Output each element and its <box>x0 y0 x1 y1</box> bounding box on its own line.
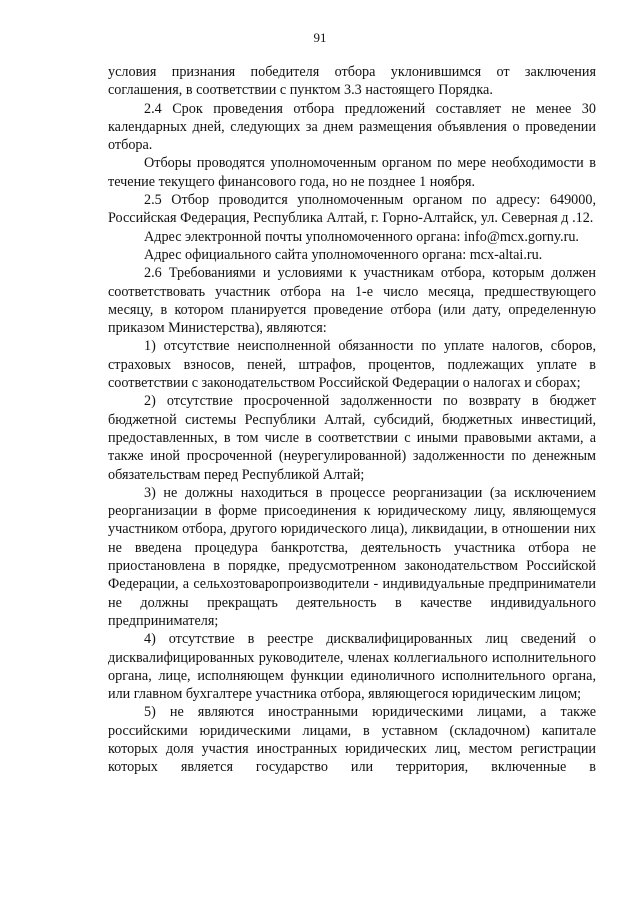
paragraph: 2.5 Отбор проводится уполномоченным органом по адресу: 649000, Российская Федерация, Республика Алтай, г. Горно-Алтайск, ул. Северная д .12. <box>108 192 596 227</box>
document-body <box>108 63 596 777</box>
paragraph: Отборы проводятся уполномоченным органом по мере необходимости в течение текущего финансового года, но не позднее 1 ноября. <box>108 155 596 190</box>
paragraph: 4) отсутствие в реестре дисквалифицированных лиц сведений о дисквалифицированных руководителе, членах коллегиального исполнительного органа, лице, исполняющем функции единоличного исполнительного органа, или главном бухгалтере участника отбора, являющегося юридическим лицом; <box>108 631 596 703</box>
paragraph: 2.6 Требованиями и условиями к участникам отбора, которым должен соответствовать участник отбора на 1-е число месяца, предшествующего месяцу, в котором планируется проведение отбора (или дату, определенную приказом Министерства), являются: <box>108 265 596 337</box>
paragraph: условия признания победителя отбора уклонившимся от заключения соглашения, в соответствии с пунктом 3.3 настоящего Порядка. <box>108 64 596 99</box>
paragraph: 5) не являются иностранными юридическими лицами, а также российскими юридическими лицами, в уставном (складочном) капитале которых доля участия иностранных юридических лиц, местом регистрации которых является государство или территория, включенные в <box>108 704 596 776</box>
paragraph: Адрес официального сайта уполномоченного органа: mcx-altai.ru. <box>144 246 543 263</box>
paragraph: Адрес электронной почты уполномоченного органа: info@mcx.gorny.ru. <box>144 228 579 245</box>
paragraph: 2.4 Срок проведения отбора предложений составляет не менее 30 календарных дней, следующих за днем размещения объявления о проведении отбора. <box>108 100 596 154</box>
paragraph: 1) отсутствие неисполненной обязанности по уплате налогов, сборов, страховых взносов, пеней, штрафов, процентов, подлежащих уплате в соответствии с законодательством Российской Федерации о налогах и сборах; <box>108 338 596 392</box>
page-number: 91 <box>313 30 327 45</box>
paragraph: 2) отсутствие просроченной задолженности по возврату в бюджет бюджетной системы Республики Алтай, субсидий, бюджетных инвестиций, предоставленных, в том числе в соответствии с иными правовыми актами, а также иной просроченной (неурегулированной) задолженности по денежным обязательствам перед Республикой Алтай; <box>108 393 596 483</box>
paragraph: 3) не должны находиться в процессе реорганизации (за исключением реорганизации в форме присоединения к юридическому лицу, являющемуся участником отбора, другого юридического лица), ликвидации, в отношении них не введена процедура банкротства, деятельность участника отбора не приостановлена в порядке, предусмотренном законодательством Российской Федерации, а сельхозтоваропроизводители - индивидуальные предприниматели не должны прекращать деятельность в качестве индивидуального предпринимателя; <box>108 484 596 629</box>
